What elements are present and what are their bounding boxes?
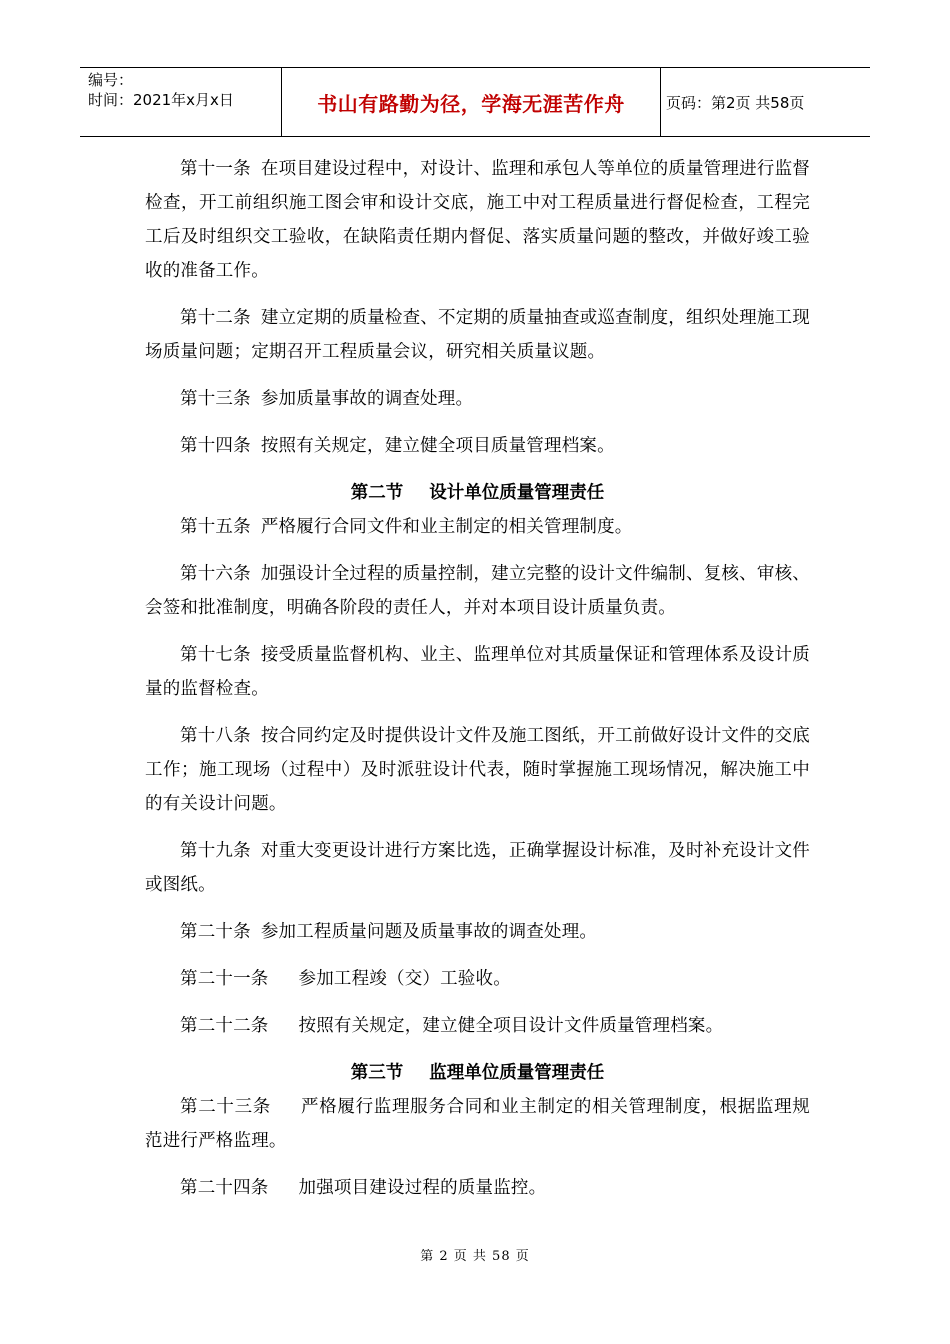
article-text: 参加质量事故的调查处理。	[260, 389, 474, 409]
document-body	[145, 152, 810, 1218]
article-text: 接受质量监督机构、业主、监理单位对其质量保证和管理体系及设计质量的监督检查。	[145, 645, 810, 699]
article-text: 在项目建设过程中，对设计、监理和承包人等单位的质量管理进行监督检查，开工前组织施工图会审和设计交底，施工中对工程质量进行督促检查，工程完工后及时组织交工验收，在缺陷责任期内督促、落实质量问题的整改，并做好竣工验收的准备工作。	[145, 159, 810, 281]
section-title: 设计单位质量管理责任	[429, 483, 605, 503]
article-number: 第十六条	[180, 564, 251, 584]
article-paragraph	[145, 1090, 810, 1158]
header-slogan: 书山有路勤为径，学海无涯苦作舟	[317, 91, 625, 116]
article-paragraph	[145, 915, 810, 949]
article-text: 参加工程竣（交）工验收。	[298, 969, 511, 989]
article-number: 第十八条	[180, 726, 251, 746]
article-paragraph	[145, 557, 810, 625]
article-number: 第二十二条	[180, 1016, 269, 1036]
article-number: 第二十四条	[180, 1178, 269, 1198]
article-number: 第二十条	[180, 922, 251, 942]
article-number: 第二十三条	[180, 1097, 271, 1117]
section-title: 监理单位质量管理责任	[429, 1063, 605, 1083]
article-number: 第十四条	[180, 436, 251, 456]
article-paragraph	[145, 301, 810, 369]
section-number: 第三节	[350, 1063, 404, 1083]
article-text: 加强设计全过程的质量控制，建立完整的设计文件编制、复核、审核、会签和批准制度，明确各阶段的责任人，并对本项目设计质量负责。	[145, 564, 810, 618]
header-info-cell	[80, 68, 281, 136]
article-text: 加强项目建设过程的质量监控。	[298, 1178, 547, 1198]
header-slogan-cell	[281, 68, 661, 136]
article-number: 第十三条	[180, 389, 251, 409]
article-paragraph	[145, 1009, 810, 1043]
article-paragraph	[145, 510, 810, 544]
article-text: 按照有关规定，建立健全项目设计文件质量管理档案。	[298, 1016, 724, 1036]
article-number: 第十二条	[180, 308, 251, 328]
article-paragraph	[145, 429, 810, 463]
article-text: 建立定期的质量检查、不定期的质量抽查或巡查制度，组织处理施工现场质量问题；定期召开工程质量会议，研究相关质量议题。	[145, 308, 810, 362]
section-number: 第二节	[350, 483, 404, 503]
article-text: 严格履行合同文件和业主制定的相关管理制度。	[260, 517, 633, 537]
article-text: 对重大变更设计进行方案比选，正确掌握设计标准，及时补充设计文件或图纸。	[145, 841, 810, 895]
section-heading	[145, 476, 810, 510]
article-paragraph	[145, 638, 810, 706]
article-text: 严格履行监理服务合同和业主制定的相关管理制度，根据监理规范进行严格监理。	[145, 1097, 810, 1151]
article-paragraph	[145, 834, 810, 902]
page-footer: 第 2 页 共 58 页	[420, 1249, 530, 1264]
article-text: 按照有关规定，建立健全项目质量管理档案。	[260, 436, 615, 456]
header-page-cell	[660, 68, 870, 136]
page-header	[80, 67, 870, 137]
article-paragraph	[145, 152, 810, 288]
article-number: 第十九条	[180, 841, 251, 861]
article-paragraph	[145, 962, 810, 996]
article-number: 第十七条	[180, 645, 251, 665]
article-paragraph	[145, 382, 810, 416]
article-text: 参加工程质量问题及质量事故的调查处理。	[260, 922, 598, 942]
article-number: 第十一条	[180, 159, 251, 179]
article-number: 第二十一条	[180, 969, 269, 989]
header-page-info: 页码：第2页 共58页	[666, 93, 805, 112]
article-text: 按合同约定及时提供设计文件及施工图纸，开工前做好设计文件的交底工作；施工现场（过程中）及时派驻设计代表，随时掌握施工现场情况，解决施工中的有关设计问题。	[145, 726, 810, 814]
article-number: 第十五条	[180, 517, 251, 537]
section-heading	[145, 1056, 810, 1090]
article-paragraph	[145, 719, 810, 821]
document-date: 时间：2021年x月x日	[88, 91, 234, 109]
article-paragraph	[145, 1171, 810, 1205]
document-number: 编号：	[88, 71, 134, 89]
